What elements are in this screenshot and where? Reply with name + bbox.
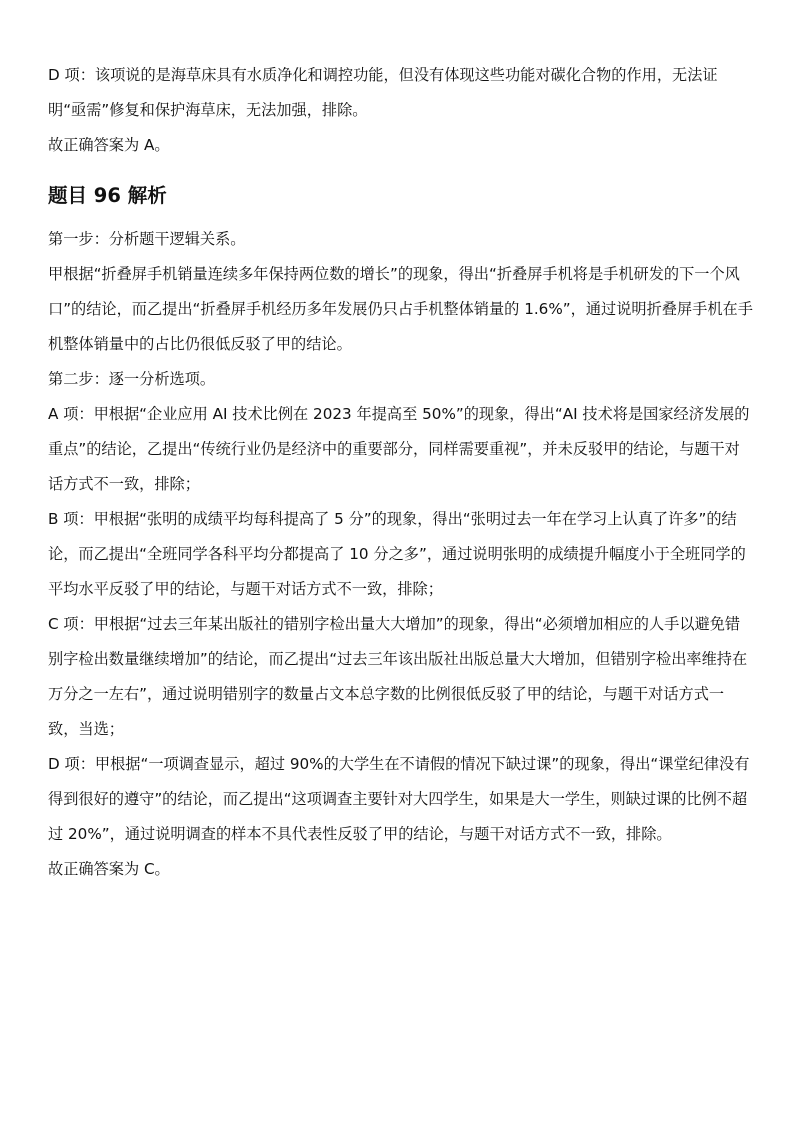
stem-analysis-text: 甲根据“折叠屏手机销量连续多年保持两位数的增长”的现象，得出“折叠屏手机将是手机研发的下一个风口”的结论，而乙提出“折叠屏手机经历多年发展仍只占手机整体销量的 1.6%”，通过说明折叠屏手机在手机整体销量中的占比仍很低反驳了甲的结论。 [48,265,753,353]
question-96-heading: 题目 96 解析 [48,184,167,207]
step-two-text: 第二步：逐一分析选项。 [48,370,216,388]
previous-d-option-text: D 项：该项说的是海草床具有水质净化和调控功能，但没有体现这些功能对碳化合物的作用，无法证明“亟需”修复和保护海草床，无法加强，排除。 [48,66,718,119]
final-answer-text: 故正确答案为 C。 [48,860,170,878]
option-c-text: C 项：甲根据“过去三年某出版社的错别字检出量大大增加”的现象，得出“必须增加相应的人手以避免错别字检出数量继续增加”的结论，而乙提出“过去三年该出版社出版总量大大增加，但错别字检出率维持在万分之一左右”，通过说明错别字的数量占文本总字数的比例很低反驳了甲的结论，与题干对话方式一致，当选； [48,615,748,738]
previous-answer-text: 故正确答案为 A。 [48,136,170,154]
step-one-text: 第一步：分析题干逻辑关系。 [48,230,246,248]
option-a-text: A 项：甲根据“企业应用 AI 技术比例在 2023 年提高至 50%”的现象，得出“AI 技术将是国家经济发展的重点”的结论，乙提出“传统行业仍是经济中的重要部分，同样需要重视”，并未反驳甲的结论，与题干对话方式不一致，排除； [48,405,750,493]
document-page [48,58,754,887]
option-b-text: B 项：甲根据“张明的成绩平均每科提高了 5 分”的现象，得出“张明过去一年在学习上认真了许多”的结论，而乙提出“全班同学各科平均分都提高了 10 分之多”，通过说明张明的成绩提升幅度小于全班同学的平均水平反驳了甲的结论，与题干对话方式不一致，排除； [48,510,746,598]
option-d-text: D 项：甲根据“一项调查显示，超过 90%的大学生在不请假的情况下缺过课”的现象，得出“课堂纪律没有得到很好的遵守”的结论，而乙提出“这项调查主要针对大四学生，如果是大一学生，则缺过课的比例不超过 20%”，通过说明调查的样本不具代表性反驳了甲的结论，与题干对话方式不一致，排除。 [48,755,750,843]
